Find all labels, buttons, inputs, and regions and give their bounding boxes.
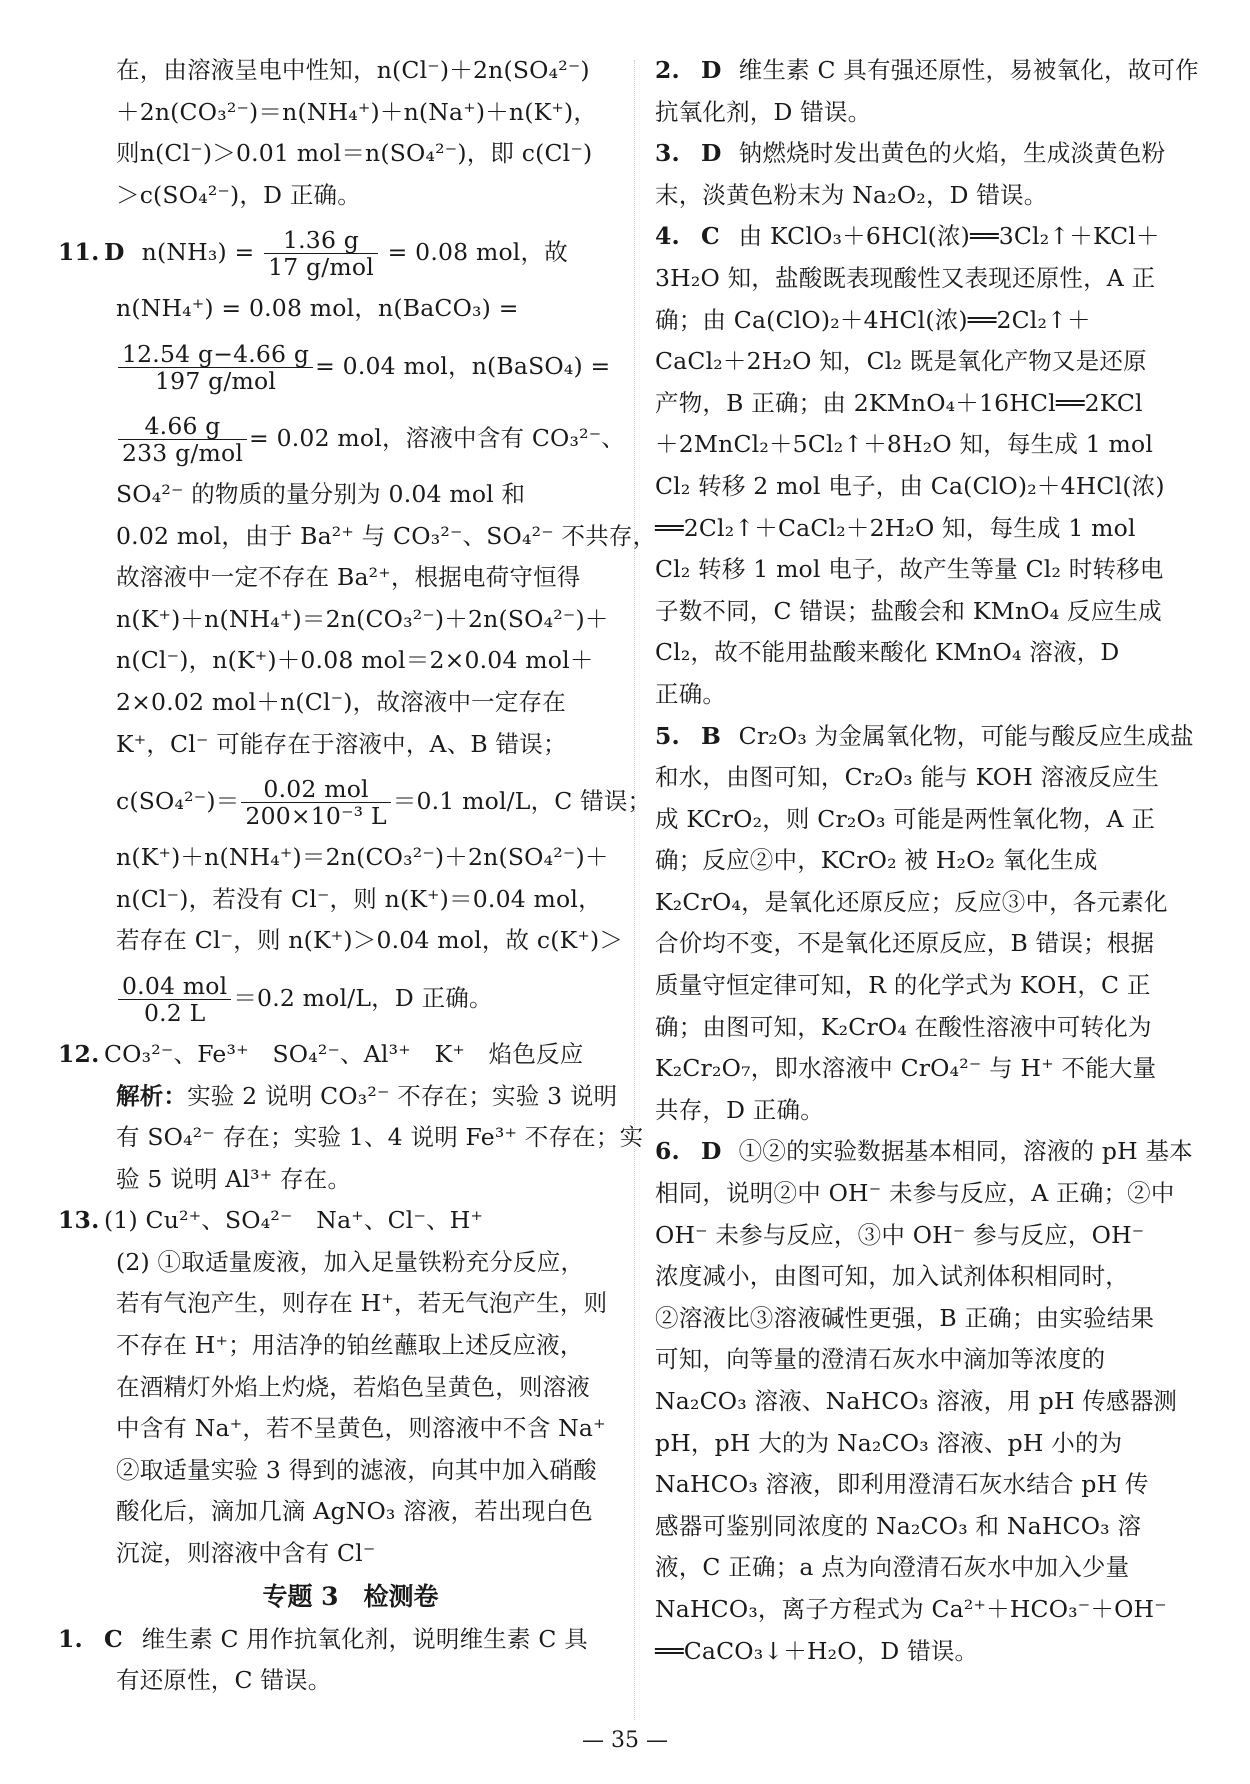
answer-letter: D	[701, 1137, 722, 1166]
text-line: 中含有 Na⁺，若不呈黄色，则溶液中不含 Na⁺	[116, 1414, 606, 1443]
text-line: ＋2MnCl₂＋5Cl₂↑＋8H₂O 知，每生成 1 mol	[655, 430, 1154, 459]
fraction-denominator: 200×10⁻³ L	[245, 802, 387, 831]
fraction-denominator: 233 g/mol	[122, 438, 244, 467]
text-span: = 0.02 mol，溶液中含有 CO₃²⁻、	[249, 423, 626, 452]
text-span: c(SO₄²⁻)＝	[116, 787, 240, 816]
text-span: Cr₂O₃ 为金属氧化物，可能与酸反应生成盐	[738, 721, 1194, 750]
question-number: 6.	[655, 1137, 680, 1166]
text-line: 不存在 H⁺；用洁净的铂丝蘸取上述反应液，	[116, 1331, 584, 1360]
fraction-denominator: 17 g/mol	[268, 253, 374, 282]
text-line: 确；由图可知，K₂CrO₄ 在酸性溶液中可转化为	[655, 1012, 1152, 1041]
question-number: 3.	[655, 139, 680, 168]
text-line: 确；反应②中，KCrO₂ 被 H₂O₂ 氧化生成	[655, 846, 1098, 875]
text-line: n(Cl⁻)，n(K⁺)＋0.08 mol＝2×0.04 mol＋	[116, 646, 594, 675]
text-line: 感器可鉴别同浓度的 Na₂CO₃ 和 NaHCO₃ 溶	[655, 1511, 1142, 1540]
fraction-line	[58, 402, 626, 474]
r6-line	[655, 1131, 1203, 1173]
text-line: 成 KCrO₂，则 Cr₂O₃ 可能是两性氧化物，A 正	[655, 804, 1156, 833]
text-line: 共存，D 正确。	[655, 1095, 824, 1124]
text-line: 则n(Cl⁻)＞0.01 mol＝n(SO₄²⁻)，即 c(Cl⁻)	[116, 139, 593, 168]
question-number: 5.	[655, 721, 680, 750]
text-line: 液，C 正确；a 点为向澄清石灰水中加入少量	[655, 1553, 1130, 1582]
text-line: 在酒精灯外焰上灼烧，若焰色呈黄色，则溶液	[116, 1372, 590, 1401]
text-line: Na₂CO₃ 溶液、NaHCO₃ 溶液，用 pH 传感器测	[655, 1387, 1178, 1415]
text-line: 若有气泡产生，则存在 H⁺，若无气泡产生，则	[116, 1289, 608, 1318]
text-line: 2×0.02 mol＋n(Cl⁻)，故溶液中一定存在	[116, 687, 566, 716]
right-column	[655, 50, 1203, 1672]
text-line: 在，由溶液呈电中性知，n(Cl⁻)＋2n(SO₄²⁻)	[116, 56, 590, 84]
text-line: 质量守恒定律可知，R 的化学式为 KOH，C 正	[655, 971, 1151, 1000]
fraction-numerator: 0.04 mol	[118, 973, 231, 1000]
text-line: ══CaCO₃↓＋H₂O，D 错误。	[655, 1636, 979, 1665]
text-line: 故溶液中一定不存在 Ba²⁺，根据电荷守恒得	[116, 563, 581, 592]
text-line: K₂CrO₄，是氧化还原反应；反应③中，各元素化	[655, 887, 1168, 916]
text-span: 维生素 C 具有强还原性，易被氧化，故可作	[738, 56, 1199, 84]
text-line: 子数不同，C 错误；盐酸会和 KMnO₄ 反应生成	[655, 596, 1162, 625]
text-line: 0.02 mol，由于 Ba²⁺ 与 CO₃²⁻、SO₄²⁻ 不共存，	[116, 521, 657, 550]
text-span: = 0.08 mol，故	[387, 238, 568, 267]
fraction	[118, 413, 247, 466]
section-heading: 专题 3 检测卷	[262, 1581, 439, 1611]
text-line: 相同，说明②中 OH⁻ 未参与反应，A 正确；②中	[655, 1179, 1175, 1208]
fraction-line	[58, 962, 613, 1034]
text-line: 末，淡黄色粉末为 Na₂O₂，D 错误。	[655, 180, 1048, 209]
text-line: OH⁻ 未参与反应，③中 OH⁻ 参与反应，OH⁻	[655, 1220, 1145, 1249]
answer-letter: C	[104, 1624, 123, 1653]
text-line: 若存在 Cl⁻，则 n(K⁺)＞0.04 mol，故 c(K⁺)＞	[116, 926, 624, 955]
text-line: 有还原性，C 错误。	[116, 1666, 332, 1695]
answer-letter: D	[701, 56, 722, 84]
left-column	[58, 50, 657, 1702]
text-line: ══2Cl₂↑＋CaCl₂＋2H₂O 知，每生成 1 mol	[655, 513, 1136, 542]
answer-text: CO₃²⁻、Fe³⁺ SO₄²⁻、Al³⁺ K⁺ 焰色反应	[104, 1039, 584, 1068]
question-number: 12.	[58, 1039, 100, 1068]
text-line: 和水，由图可知，Cr₂O₃ 能与 KOH 溶液反应生	[655, 763, 1160, 792]
text-line: 3H₂O 知，盐酸既表现酸性又表现还原性，A 正	[655, 263, 1156, 292]
r3-line	[655, 133, 1203, 175]
question-number: 4.	[655, 222, 680, 251]
text-line: 有 SO₄²⁻ 存在；实验 1、4 说明 Fe³⁺ 不存在；实	[116, 1123, 644, 1152]
text-line: Cl₂ 转移 1 mol 电子，故产生等量 Cl₂ 时转移电	[655, 555, 1164, 584]
question-number: 1.	[58, 1624, 83, 1653]
text-span: = 0.04 mol，n(BaSO₄) =	[315, 351, 611, 380]
text-line: 浓度减小，由图可知，加入试剂体积相同时，	[655, 1262, 1129, 1291]
q11-line	[58, 216, 613, 288]
text-span: 维生素 C 用作抗氧化剂，说明维生素 C 具	[141, 1624, 588, 1653]
analysis-label: 解析：	[116, 1081, 188, 1110]
answer-letter: B	[701, 721, 722, 750]
text-line: NaHCO₃，离子方程式为 Ca²⁺＋HCO₃⁻＋OH⁻	[655, 1594, 1167, 1623]
text-line: 沉淀，则溶液中含有 Cl⁻	[116, 1539, 376, 1568]
text-span: ＝0.2 mol/L，D 正确。	[233, 983, 493, 1012]
answer-letter: D	[701, 139, 722, 168]
page-number: — 35 —	[582, 1728, 668, 1753]
text-line: K₂Cr₂O₇，即水溶液中 CrO₄²⁻ 与 H⁺ 不能大量	[655, 1054, 1157, 1083]
fraction	[241, 776, 390, 829]
analysis-line	[58, 1076, 618, 1118]
fraction-line	[58, 330, 613, 402]
text-line: n(Cl⁻)，若没有 Cl⁻，则 n(K⁺)＝0.04 mol，	[116, 884, 602, 913]
q13-line	[58, 1200, 613, 1242]
fraction	[118, 973, 231, 1026]
fraction-numerator: 1.36 g	[264, 227, 378, 254]
text-line: ＞c(SO₄²⁻)，D 正确。	[116, 180, 361, 209]
answer-letter: D	[104, 238, 125, 267]
text-line: 验 5 说明 Al³⁺ 存在。	[116, 1164, 352, 1193]
text-line: NaHCO₃ 溶液，即利用澄清石灰水结合 pH 传	[655, 1470, 1149, 1499]
text-line: n(K⁺)＋n(NH₄⁺)＝2n(CO₃²⁻)＋2n(SO₄²⁻)＋	[116, 604, 609, 633]
r2-line	[655, 50, 1203, 92]
text-span: 实验 2 说明 CO₃²⁻ 不存在；实验 3 说明	[187, 1081, 618, 1110]
fraction-denominator: 197 g/mol	[155, 366, 277, 395]
question-number: 13.	[58, 1206, 100, 1235]
text-span: n(NH₃) =	[141, 238, 255, 267]
text-line: CaCl₂＋2H₂O 知，Cl₂ 既是氧化产物又是还原	[655, 347, 1147, 376]
text-line: 产物，B 正确；由 2KMnO₄＋16HCl══2KCl	[655, 388, 1143, 417]
fraction-numerator: 0.02 mol	[241, 776, 390, 803]
text-span: 由 KClO₃＋6HCl(浓)══3Cl₂↑＋KCl＋	[738, 222, 1160, 251]
fraction-numerator: 4.66 g	[118, 413, 247, 440]
text-line: K⁺，Cl⁻ 可能存在于溶液中，A、B 错误；	[116, 729, 567, 758]
fraction	[118, 341, 313, 394]
text-line: 确；由 Ca(ClO)₂＋4HCl(浓)══2Cl₂↑＋	[655, 305, 1091, 334]
fraction-numerator: 12.54 g−4.66 g	[118, 341, 313, 368]
text-span: ①②的实验数据基本相同，溶液的 pH 基本	[738, 1137, 1193, 1166]
text-line: pH，pH 大的为 Na₂CO₃ 溶液、pH 小的为	[655, 1428, 1123, 1457]
text-line: ②溶液比③溶液碱性更强，B 正确；由实验结果	[655, 1303, 1155, 1332]
text-line: 可知，向等量的澄清石灰水中滴加等浓度的	[655, 1345, 1106, 1374]
text-line: SO₄²⁻ 的物质的量分别为 0.04 mol 和	[116, 479, 526, 508]
text-span: ＝0.1 mol/L，C 错误；	[392, 787, 652, 816]
fraction-line	[58, 765, 652, 837]
answer-text: (1) Cu²⁺、SO₄²⁻ Na⁺、Cl⁻、H⁺	[104, 1206, 484, 1235]
text-line: 抗氧化剂，D 错误。	[655, 97, 872, 126]
text-line: ＋2n(CO₃²⁻)＝n(NH₄⁺)＋n(Na⁺)＋n(K⁺)，	[116, 97, 598, 126]
column-divider	[634, 60, 635, 1720]
s1-line	[58, 1619, 613, 1661]
fraction-denominator: 0.2 L	[143, 998, 206, 1027]
text-line: Cl₂ 转移 2 mol 电子，由 Ca(ClO)₂＋4HCl(浓)	[655, 471, 1165, 500]
text-line: (2) ①取适量废液，加入足量铁粉充分反应，	[116, 1247, 585, 1276]
r5-line	[655, 716, 1203, 758]
text-line: Cl₂，故不能用盐酸来酸化 KMnO₄ 溶液，D	[655, 638, 1120, 667]
question-number: 11.	[58, 238, 100, 267]
text-line: ②取适量实验 3 得到的滤液，向其中加入硝酸	[116, 1455, 597, 1484]
text-line: 正确。	[655, 679, 727, 708]
q12-line	[58, 1034, 613, 1076]
text-line: n(NH₄⁺) = 0.08 mol，n(BaCO₃) =	[116, 294, 519, 323]
fraction	[264, 227, 378, 280]
text-line: 酸化后，滴加几滴 AgNO₃ 溶液，若出现白色	[116, 1497, 593, 1526]
r4-line	[655, 216, 1203, 258]
text-line: n(K⁺)＋n(NH₄⁺)＝2n(CO₃²⁻)＋2n(SO₄²⁻)＋	[116, 843, 609, 872]
text-span: 钠燃烧时发出黄色的火焰，生成淡黄色粉	[738, 139, 1166, 168]
question-number: 2.	[655, 56, 680, 84]
answer-letter: C	[701, 222, 720, 251]
text-line: 合价均不变，不是氧化还原反应，B 错误；根据	[655, 929, 1155, 958]
